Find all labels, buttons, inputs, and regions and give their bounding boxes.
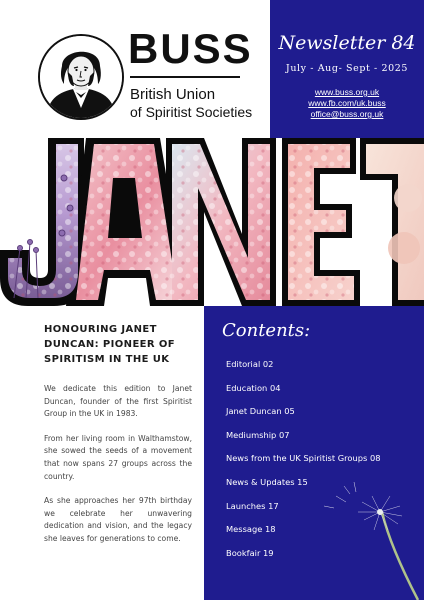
article-paragraph: As she approaches her 97th birthday we celebrate her unwavering dedication and vision, and the legacy she leaves for generations to come. xyxy=(44,496,192,543)
contact-links xyxy=(270,87,424,120)
article-title: HONOURING JANET DUNCAN: PIONEER OF SPIRITISM IN THE UK xyxy=(44,324,176,365)
email-link[interactable]: office@buss.org.uk xyxy=(310,109,384,119)
article-paragraph: We dedicate this edition to Janet Duncan, founder of the first Spiritist Group in the UK in 1983. xyxy=(44,384,192,419)
newsletter-header xyxy=(270,0,424,138)
portrait-illustration xyxy=(40,36,122,118)
brand-name: BUSS xyxy=(128,25,253,72)
facebook-link[interactable]: www.fb.com/uk.buss xyxy=(308,98,386,108)
toc-item[interactable]: Message 18 xyxy=(226,524,276,535)
brand-subtitle-line-2: of Spiritist Societies xyxy=(130,104,253,120)
toc-item[interactable]: Janet Duncan 05 xyxy=(226,406,295,417)
newsletter-dates: July - Aug- Sept - 2025 xyxy=(285,63,409,74)
feature-article xyxy=(44,322,192,558)
toc-item[interactable]: Education 04 xyxy=(226,382,281,393)
brand-divider xyxy=(130,76,240,78)
toc-item[interactable]: Mediumship 07 xyxy=(226,429,290,440)
toc-item[interactable]: Bookfair 19 xyxy=(226,547,274,558)
logo-block xyxy=(0,0,270,138)
janet-banner xyxy=(0,138,424,306)
toc-item[interactable]: News & Updates 15 xyxy=(226,476,308,487)
newsletter-title: Newsletter 84 xyxy=(278,32,416,54)
website-link[interactable]: www.buss.org.uk xyxy=(314,87,380,97)
founder-portrait-logo xyxy=(38,34,124,120)
contents-title: Contents: xyxy=(222,320,311,341)
article-paragraph: From her living room in Walthamstow, she sowed the seeds of a movement that now spans 27 groups across the country. xyxy=(44,433,192,481)
toc-item[interactable]: Launches 17 xyxy=(226,500,279,511)
table-of-contents xyxy=(226,356,381,568)
janet-flower-lettering xyxy=(0,138,424,306)
contents-panel xyxy=(204,306,424,600)
toc-item[interactable]: News from the UK Spiritist Groups 08 xyxy=(226,453,381,464)
brand-subtitle-line-1: British Union xyxy=(130,86,216,103)
toc-item[interactable]: Editorial 02 xyxy=(226,359,274,369)
